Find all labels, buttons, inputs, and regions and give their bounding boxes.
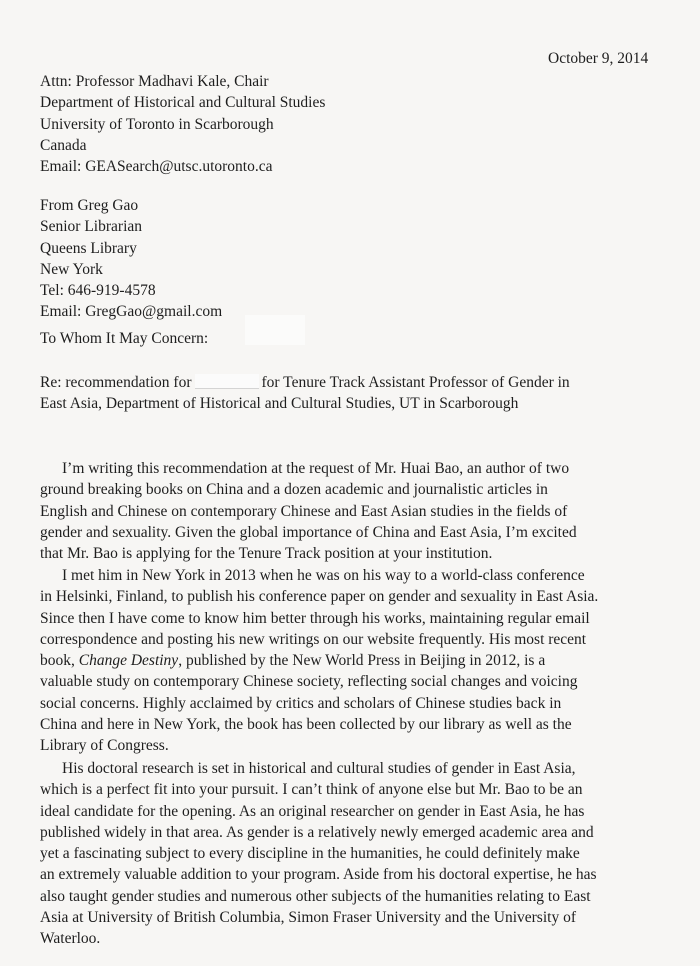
- scan-artifact: [245, 315, 305, 345]
- paragraph-line: Since then I have come to know him better through his works, maintaining regular email: [40, 609, 590, 627]
- sender-line: Senior Librarian: [40, 218, 143, 236]
- salutation: To Whom It May Concern:: [40, 330, 209, 347]
- sender-line: Queens Library: [40, 239, 137, 257]
- paragraph-line: I met him in New York in 2013 when he was on his way to a world-class conference: [62, 567, 585, 584]
- paragraph-line: Asia at University of British Columbia, Simon Fraser University and the University of: [40, 909, 576, 927]
- paragraph-line: which is a perfect fit into your pursuit. I can’t think of anyone else but Mr. Bao to be an: [40, 781, 583, 799]
- paragraph-line: Library of Congress.: [40, 737, 169, 755]
- paragraph-line: published widely in that area. As gender is a relatively newly emerged academic area and: [40, 823, 594, 841]
- paragraph-line: Waterloo.: [40, 930, 101, 948]
- sender-line: Tel: 646-919-4578: [40, 282, 156, 300]
- redacted-name: [195, 374, 259, 389]
- paragraph-line: yet a fascinating subject to every discipline in the humanities, he could definitely make: [40, 845, 580, 863]
- subject-text: Re: recommendation for: [40, 374, 192, 391]
- recipient-address-block: [40, 71, 325, 177]
- address-line: University of Toronto in Scarborough: [40, 115, 274, 133]
- paragraph-line: [40, 650, 680, 671]
- address-line: Attn: Professor Madhavi Kale, Chair: [40, 73, 269, 90]
- paragraph-line: also taught gender studies and numerous other subjects of the humanities relating to East: [40, 887, 591, 905]
- paragraph-line: social concerns. Highly acclaimed by critics and scholars of Chinese studies back in: [40, 694, 562, 712]
- paragraph-line: I’m writing this recommendation at the request of Mr. Huai Bao, an author of two: [62, 460, 570, 477]
- subject-text: East Asia, Department of Historical and Cultural Studies, UT in Scarborough: [40, 395, 519, 413]
- book-suffix: , published by the New World Press in Beijing in 2012, is a: [178, 652, 546, 670]
- paragraph-line: English and Chinese on contemporary Chinese and East Asian studies in the fields of: [40, 502, 568, 520]
- paragraph-line: correspondence and posting his new writings on our website frequently. His most recent: [40, 630, 587, 648]
- paragraph-line: ground breaking books on China and a dozen academic and journalistic articles in: [40, 481, 548, 499]
- subject-text: for Tenure Track Assistant Professor of Gender in: [261, 374, 570, 391]
- body-paragraph-1: [40, 458, 680, 564]
- book-prefix: book,: [40, 652, 75, 670]
- paragraph-line: ideal candidate for the opening. As an original researcher on gender in East Asia, he has: [40, 802, 585, 820]
- address-line: Email: GEASearch@utsc.utoronto.ca: [40, 158, 273, 176]
- address-line: Canada: [40, 136, 87, 154]
- sender-address-block: [40, 195, 222, 323]
- subject-line: [40, 372, 570, 415]
- sender-line: From Greg Gao: [40, 197, 139, 214]
- sender-line: Email: GregGao@gmail.com: [40, 303, 223, 321]
- address-line: Department of Historical and Cultural Studies: [40, 94, 326, 112]
- paragraph-line: gender and sexuality. Given the global importance of China and East Asia, I’m excited: [40, 523, 577, 541]
- body-paragraph-2: [40, 565, 680, 757]
- book-title: Change Destiny: [78, 652, 179, 670]
- paragraph-line: in Helsinki, Finland, to publish his conference paper on gender and sexuality in East Asia.: [40, 588, 599, 606]
- paragraph-line: His doctoral research is set in historical and cultural studies of gender in East Asia,: [62, 760, 576, 777]
- paragraph-line: that Mr. Bao is applying for the Tenure Track position at your institution.: [40, 545, 493, 563]
- body-paragraph-3: [40, 758, 680, 950]
- sender-line: New York: [40, 260, 103, 278]
- paragraph-line: China and here in New York, the book has been collected by our library as well as the: [40, 716, 572, 734]
- paragraph-line: an extremely valuable addition to your program. Aside from his doctoral expertise, he has: [40, 866, 597, 884]
- paragraph-line: valuable study on contemporary Chinese society, reflecting social changes and voicing: [40, 673, 578, 691]
- letter-date: October 9, 2014: [548, 50, 649, 67]
